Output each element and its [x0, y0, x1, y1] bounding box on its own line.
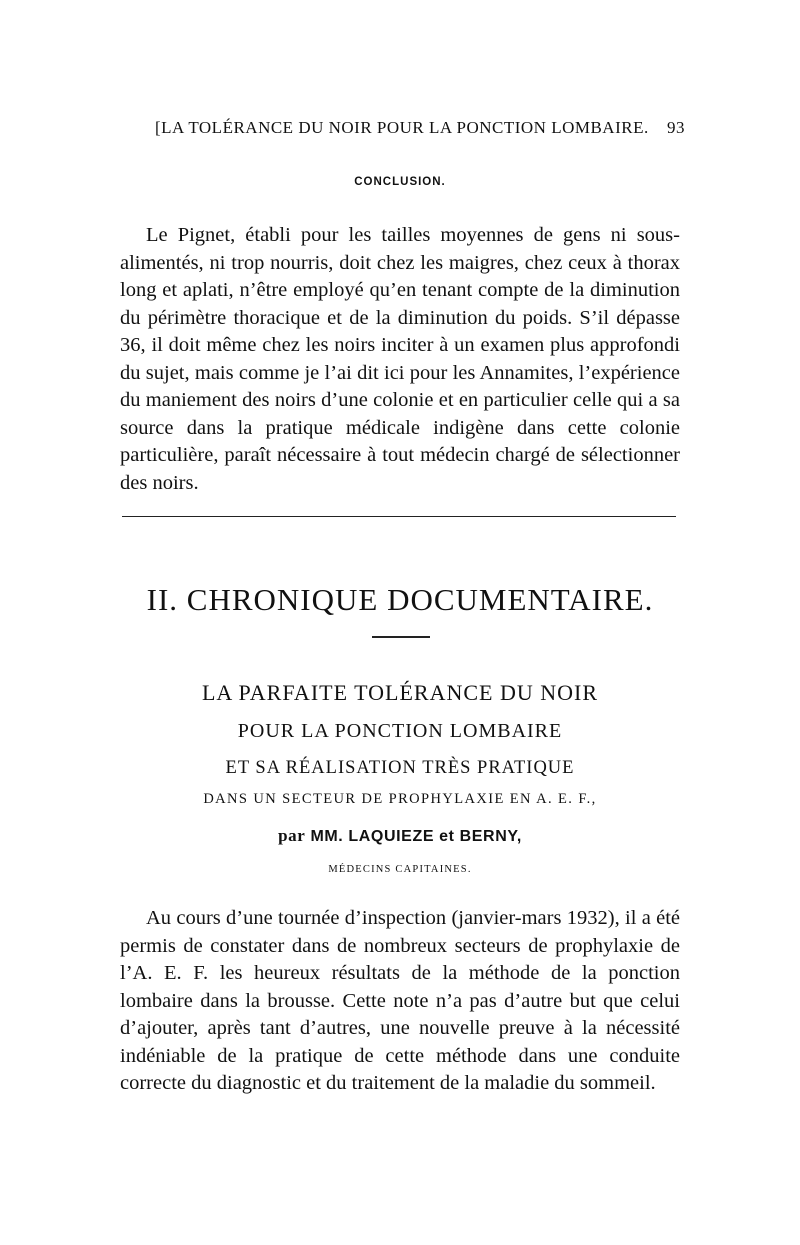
page-number: 93 — [667, 118, 685, 137]
article-body-paragraph — [120, 905, 680, 1098]
article-title-line-2: POUR LA PONCTION LOMBAIRE — [237, 720, 563, 742]
conclusion-paragraph — [120, 222, 680, 497]
section-title: II. CHRONIQUE DOCUMENTAIRE. — [146, 582, 654, 617]
section-divider — [122, 516, 676, 517]
authors-prefix: par — [278, 826, 306, 845]
running-header — [155, 118, 685, 138]
article-title-line-3: ET SA RÉALISATION TRÈS PRATIQUE — [225, 758, 575, 778]
title-divider — [372, 636, 430, 638]
article-body-text: Au cours d’une tournée d’inspection (janvier-mars 1932), il a été permis de constater dans de nombreux secteurs de prophylaxie de l’A. E. F. les heureux résultats de la méthode de la ponction lombaire dans la brousse. Cette note n’a pas d’autre but que celui d’ajouter, après tant d’autres, une nouvelle preuve à la nécessité indéniable de la pratique de cette méthode dans une conduite correcte du diagnostic et du traitement de la maladie du sommeil. — [120, 907, 680, 1094]
article-title-line-4: DANS UN SECTEUR DE PROPHYLAXIE EN A. E. F., — [203, 791, 597, 807]
running-header-title: [LA TOLÉRANCE DU NOIR POUR LA PONCTION LOMBAIRE. — [155, 118, 649, 137]
conclusion-text: Le Pignet, établi pour les tailles moyennes de gens ni sous-alimentés, ni trop nourris, doit chez les maigres, chez ceux à thorax long et aplati, n’être employé qu’en tenant compte de la diminution du périmètre thoracique et de la diminution du poids. S’il dépasse 36, il doit même chez les noirs inciter à un examen plus approfondi du sujet, mais comme je l’ai dit ici pour les Annamites, l’expérience du maniement des noirs d’une colonie et en particulier celle qui a sa source dans la pratique médicale indigène dans cette colonie particulière, paraît nécessaire à tout médecin chargé de sélectionner des noirs. — [120, 224, 680, 494]
conclusion-heading: CONCLUSION. — [354, 176, 446, 188]
article-title-line-1: LA PARFAITE TOLÉRANCE DU NOIR — [201, 680, 599, 705]
article-authors-line — [0, 826, 800, 846]
authors-names: MM. LAQUIEZE et BERNY, — [310, 828, 522, 845]
authors-affiliation: MÉDECINS CAPITAINES. — [328, 864, 472, 875]
